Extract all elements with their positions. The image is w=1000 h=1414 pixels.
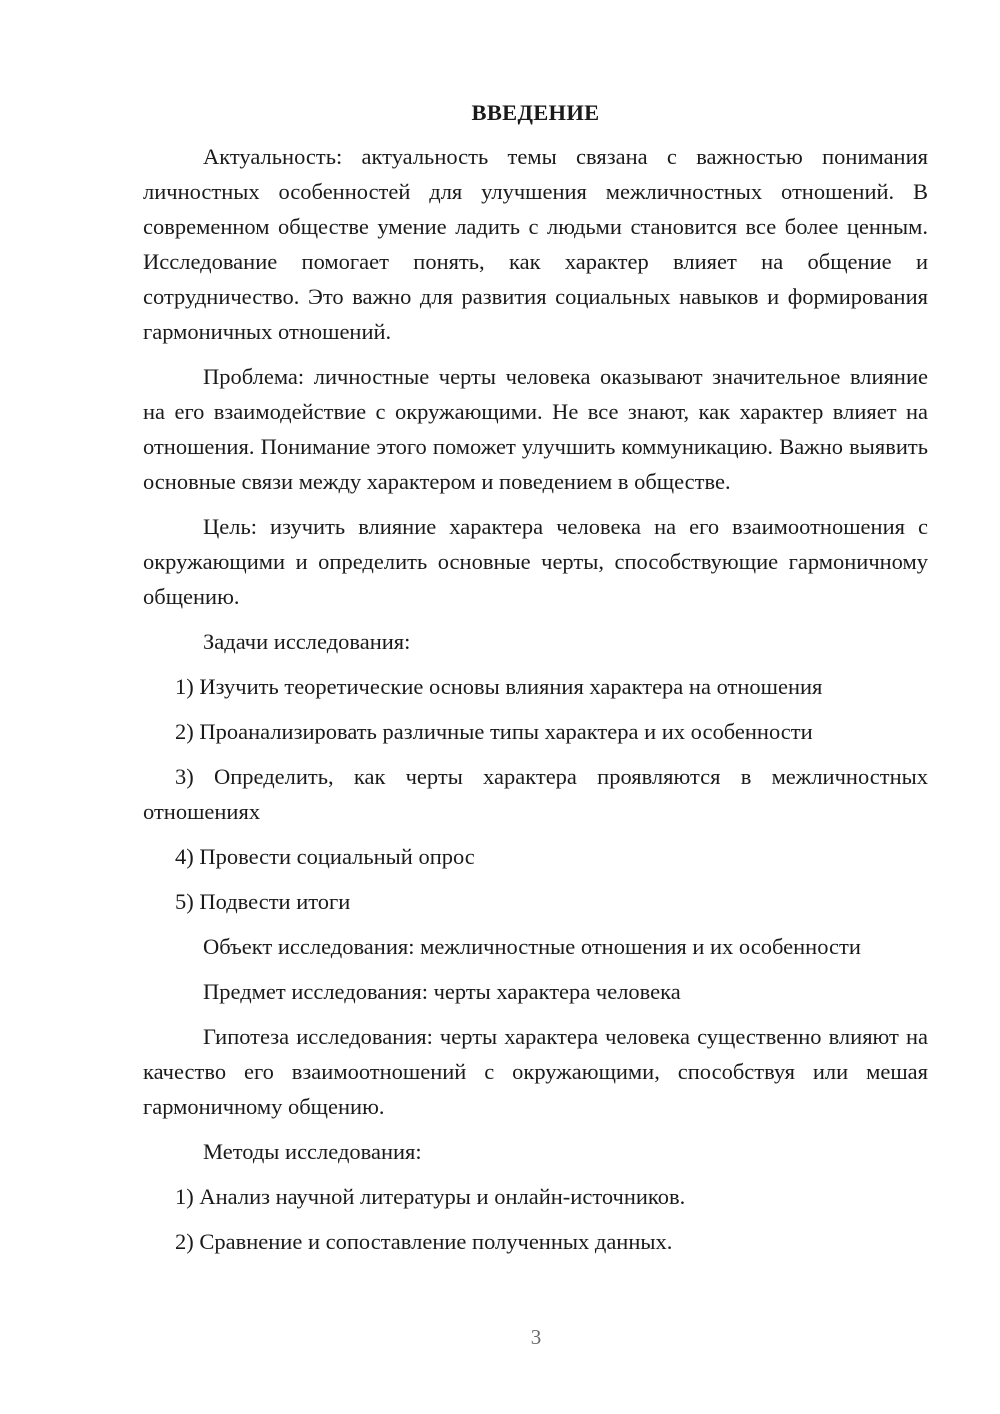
goal-paragraph: Цель: изучить влияние характера человека на его взаимоотношения с окружающими и определить основные черты, способствующие гармоничному общению. bbox=[143, 514, 928, 609]
task-item: 4) Провести социальный опрос bbox=[175, 844, 475, 869]
task-item: 2) Проанализировать различные типы характера и их особенности bbox=[175, 719, 813, 744]
section-title: ВВЕДЕНИЕ bbox=[471, 100, 600, 125]
problem-paragraph: Проблема: личностные черты человека оказывают значительное влияние на его взаимодействие с окружающими. Не все знают, как характер влияет на отношения. Понимание этого поможет улучшить коммуникацию. Важно выявить основные связи между характером и поведением в обществе. bbox=[143, 364, 928, 494]
method-item: 2) Сравнение и сопоставление полученных данных. bbox=[175, 1229, 673, 1254]
subject-paragraph: Предмет исследования: черты характера человека bbox=[203, 979, 681, 1004]
task-item: 3) Определить, как черты характера проявляются в межличностных отношениях bbox=[143, 764, 928, 824]
tasks-heading: Задачи исследования: bbox=[203, 629, 411, 654]
method-item: 1) Анализ научной литературы и онлайн-источников. bbox=[175, 1184, 686, 1209]
methods-heading: Методы исследования: bbox=[203, 1139, 422, 1164]
page-body bbox=[143, 95, 928, 1269]
hypothesis-paragraph: Гипотеза исследования: черты характера человека существенно влияют на качество его взаимоотношений с окружающими, способствуя или мешая гармоничному общению. bbox=[143, 1024, 928, 1119]
object-paragraph: Объект исследования: межличностные отношения и их особенности bbox=[203, 934, 861, 959]
task-item: 1) Изучить теоретические основы влияния характера на отношения bbox=[175, 674, 823, 699]
page-number: 3 bbox=[530, 1325, 542, 1349]
task-item: 5) Подвести итоги bbox=[175, 889, 351, 914]
relevance-paragraph: Актуальность: актуальность темы связана с важностью понимания личностных особенностей для улучшения межличностных отношений. В современном обществе умение ладить с людьми становится все более ценным. Исследование помогает понять, как характер влияет на общение и сотрудничество. Это важно для развития социальных навыков и формирования гармоничных отношений. bbox=[143, 144, 928, 344]
